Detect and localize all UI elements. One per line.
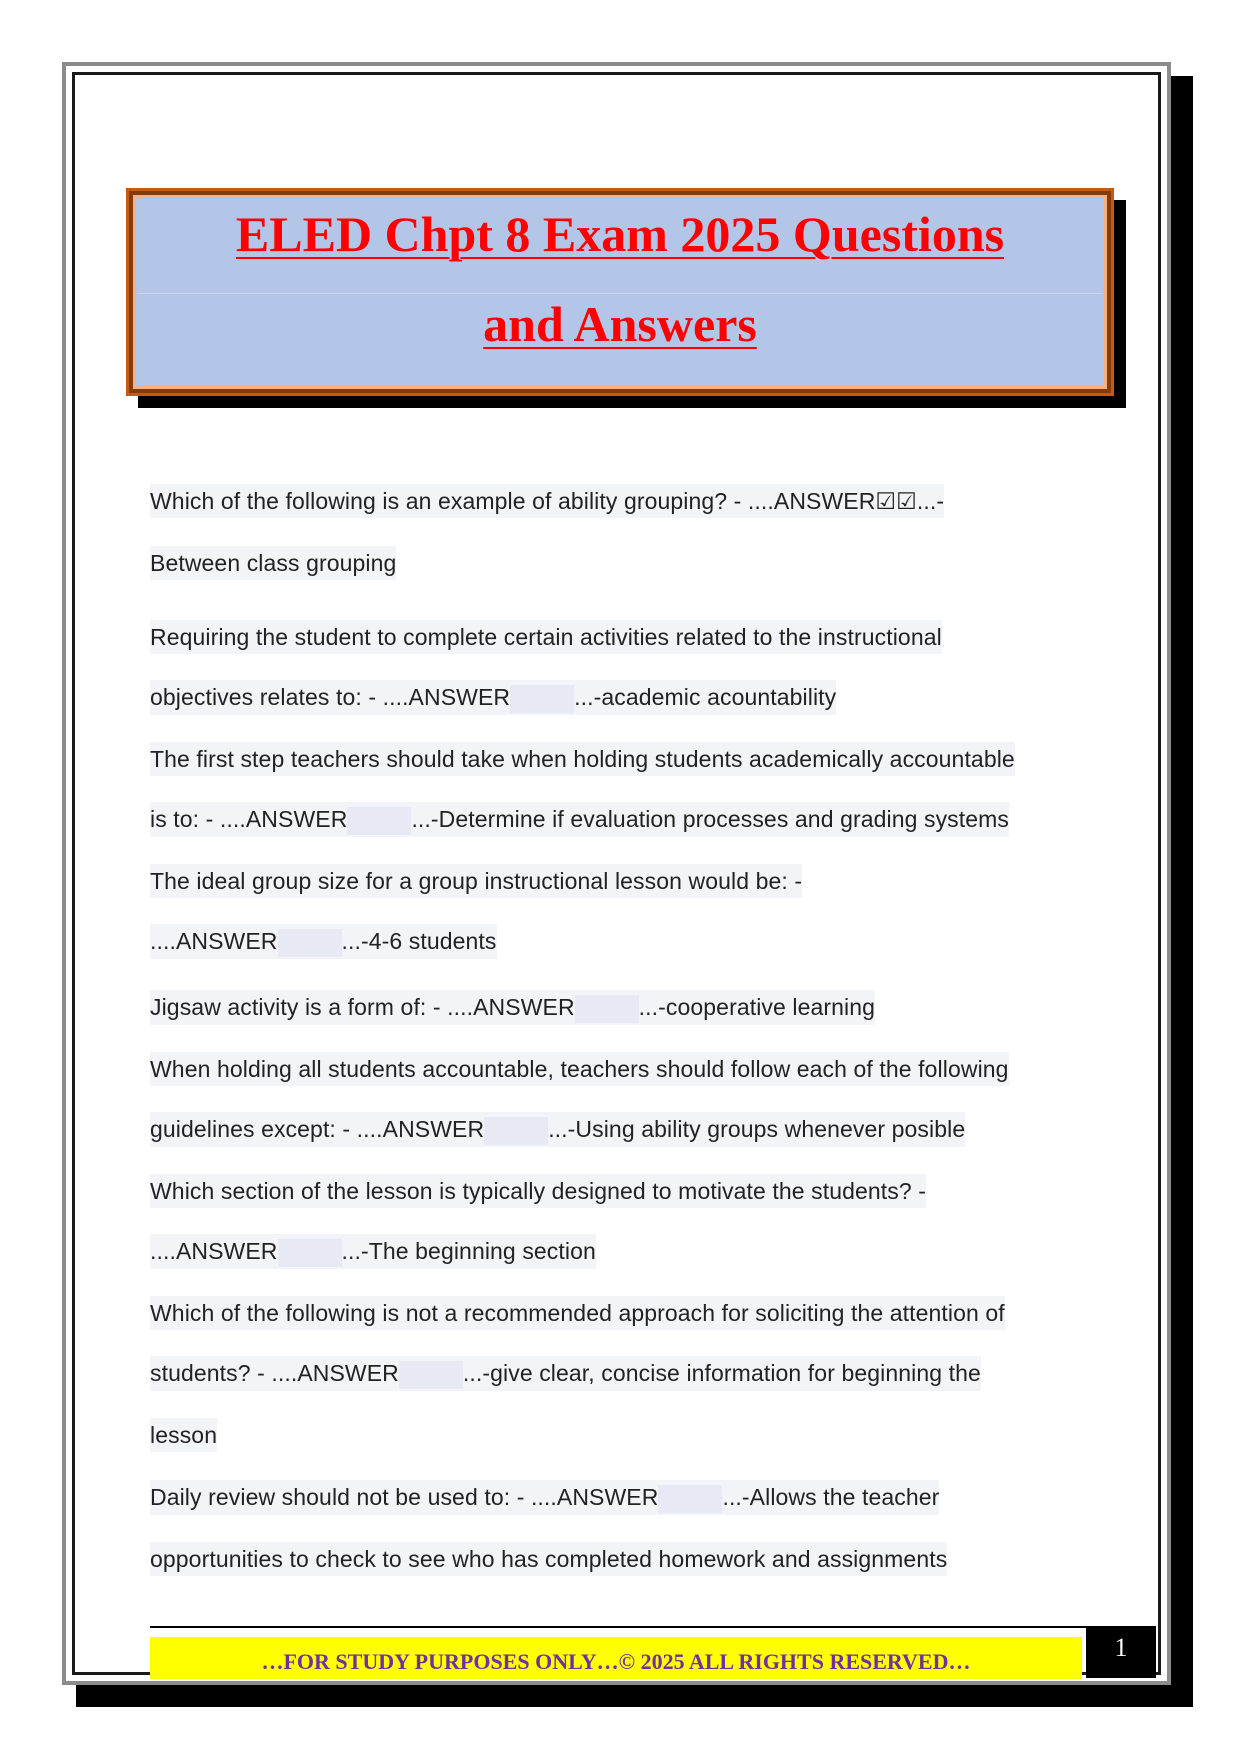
qa-line	[150, 546, 396, 580]
page-title-line-2: and Answers	[483, 296, 757, 352]
question-text: When holding all students accountable, teachers should follow each of the following	[150, 1056, 1009, 1082]
question-text: ....ANSWER	[150, 928, 278, 954]
qa-line	[150, 1542, 947, 1576]
qa-line	[150, 1052, 1009, 1086]
answer-text: ...-4-6 students	[341, 928, 497, 954]
answer-text: opportunities to check to see who has completed homework and assignments	[150, 1546, 948, 1572]
question-text: ....ANSWER	[150, 1238, 278, 1264]
qa-line	[150, 1174, 926, 1208]
question-text: Daily review should not be used to: - ....ANSWER	[150, 1484, 659, 1510]
answer-text: lesson	[150, 1422, 218, 1448]
question-text: Which of the following is an example of ability grouping? - ....ANSWER☑☑...-	[150, 488, 945, 514]
qa-line	[150, 680, 836, 715]
question-text: is to: - ....ANSWER	[150, 806, 348, 832]
answer-text: ...-give clear, concise information for beginning the	[462, 1360, 981, 1386]
footer-banner	[150, 1637, 1082, 1679]
qa-line	[150, 620, 942, 654]
footer-text: …FOR STUDY PURPOSES ONLY…© 2025 ALL RIGHTS RESERVED…	[261, 1649, 971, 1674]
answer-text: ...-The beginning section	[341, 1238, 596, 1264]
answer-gap	[347, 807, 411, 835]
qa-line	[150, 1296, 1005, 1330]
question-text: The first step teachers should take when holding students academically accountable	[150, 746, 1015, 772]
question-text: students? - ....ANSWER	[150, 1360, 399, 1386]
qa-line	[150, 484, 944, 518]
answer-gap	[575, 995, 639, 1023]
qa-line	[150, 742, 1015, 776]
qa-line	[150, 990, 875, 1025]
title-divider	[137, 293, 1103, 294]
answer-text: ...-academic acountability	[574, 684, 837, 710]
answer-gap	[278, 1239, 342, 1267]
question-text: Requiring the student to complete certain activities related to the instructional	[150, 624, 942, 650]
qa-line	[150, 1234, 596, 1269]
answer-gap	[484, 1117, 548, 1145]
qa-line	[150, 1112, 965, 1147]
answer-gap	[399, 1361, 463, 1389]
qa-line	[150, 924, 497, 959]
qa-line	[150, 802, 1009, 837]
page-number: 1	[1086, 1626, 1156, 1678]
title-box	[126, 188, 1114, 396]
answer-text: ...-Allows the teacher	[722, 1484, 940, 1510]
page-title-line-1: ELED Chpt 8 Exam 2025 Questions	[235, 206, 1005, 262]
answer-gap	[278, 929, 342, 957]
qa-line	[150, 1480, 939, 1515]
question-text: Jigsaw activity is a form of: - ....ANSWER	[150, 994, 575, 1020]
qa-line	[150, 1356, 981, 1391]
answer-text: ...-Using ability groups whenever posible	[548, 1116, 966, 1142]
answer-gap	[658, 1485, 722, 1513]
question-text: Which section of the lesson is typically designed to motivate the students? -	[150, 1178, 927, 1204]
footer-rule	[150, 1626, 1086, 1628]
question-text: guidelines except: - ....ANSWER	[150, 1116, 485, 1142]
question-text: The ideal group size for a group instructional lesson would be: -	[150, 868, 803, 894]
answer-gap	[510, 685, 574, 713]
question-text: objectives relates to: - ....ANSWER	[150, 684, 511, 710]
qa-line	[150, 1418, 217, 1452]
answer-text: Between class grouping	[150, 550, 397, 576]
answer-text: ...-cooperative learning	[638, 994, 876, 1020]
question-text: Which of the following is not a recommended approach for soliciting the attention of	[150, 1300, 1005, 1326]
answer-text: ...-Determine if evaluation processes and grading systems	[411, 806, 1010, 832]
qa-line	[150, 864, 802, 898]
